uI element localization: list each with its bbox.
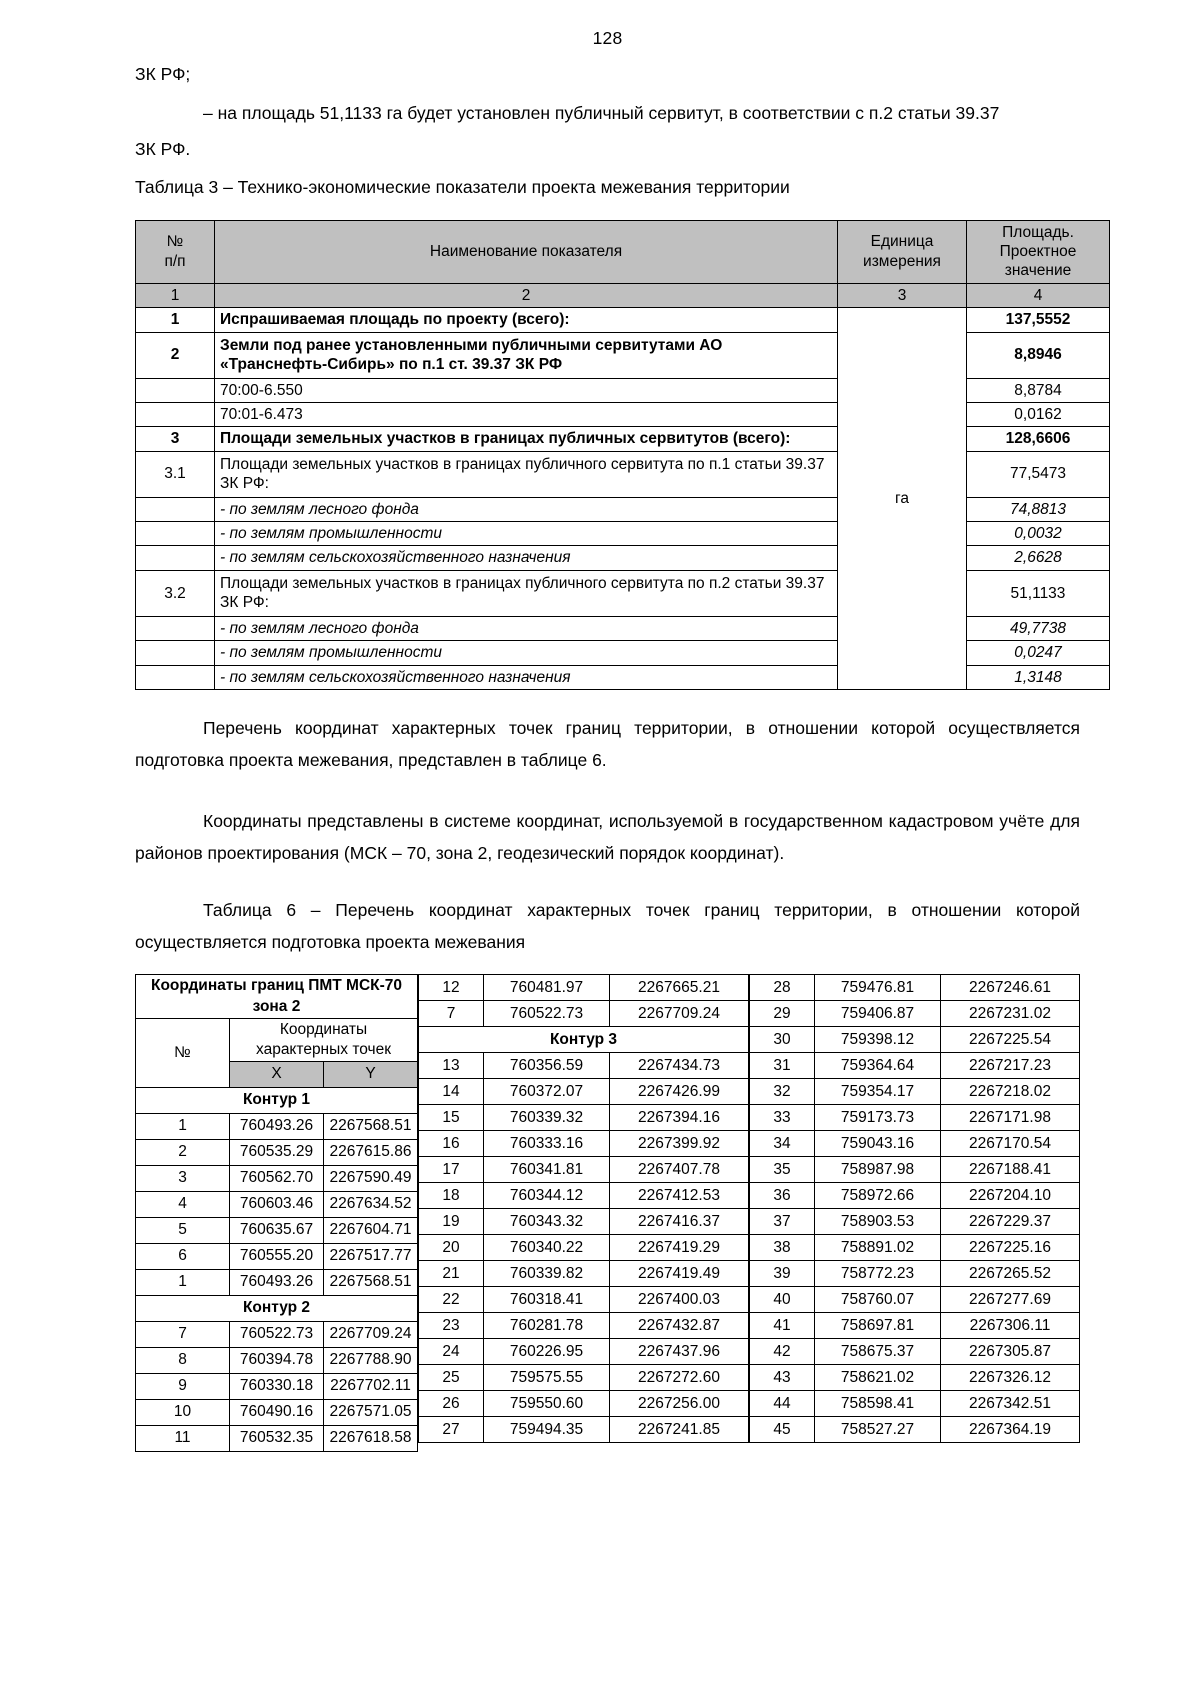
cell-point-number: 21 xyxy=(419,1261,484,1287)
cell-coord-y: 2267407.78 xyxy=(610,1157,749,1183)
table-row xyxy=(136,308,1110,332)
cell-point-number: 12 xyxy=(419,975,484,1001)
table3-caption: Таблица 3 – Технико-экономические показатели проекта межевания территории xyxy=(135,177,790,198)
cell-coord-x: 760339.32 xyxy=(484,1105,610,1131)
header-cell-unit xyxy=(838,220,967,283)
cell-coord-x: 758972.66 xyxy=(815,1183,941,1209)
cell-coord-x: 760532.35 xyxy=(230,1425,324,1451)
header-number-line2: п/п xyxy=(164,252,186,270)
cell-point-number: 44 xyxy=(750,1391,815,1417)
cell-indicator-name: - по землям лесного фонда xyxy=(215,616,838,640)
coordinate-row xyxy=(750,1027,1080,1053)
header-cell-indicator-name: Наименование показателя xyxy=(215,220,838,283)
cell-row-number xyxy=(136,522,215,546)
cell-point-number: 35 xyxy=(750,1157,815,1183)
cell-row-number xyxy=(136,378,215,402)
cell-indicator-name: - по землям лесного фонда xyxy=(215,497,838,521)
table-6-title: Координаты границ ПМТ МСК-70 зона 2 xyxy=(136,975,418,1018)
cell-point-number: 34 xyxy=(750,1131,815,1157)
cell-row-number xyxy=(136,402,215,426)
cell-coord-x: 758697.81 xyxy=(815,1313,941,1339)
header-value-line1: Площадь. xyxy=(1002,223,1074,241)
cell-point-number: 41 xyxy=(750,1313,815,1339)
header-value-line2: Проектное xyxy=(999,243,1077,260)
cell-coord-y: 2267171.98 xyxy=(941,1105,1080,1131)
cell-coord-x: 758527.27 xyxy=(815,1417,941,1443)
coordinate-row xyxy=(750,1131,1080,1157)
coordinate-row xyxy=(136,1165,418,1191)
cell-value: 77,5473 xyxy=(967,451,1110,497)
cell-point-number: 9 xyxy=(136,1373,230,1399)
intro-line-3: ЗК РФ. xyxy=(135,138,191,159)
coordinate-row xyxy=(136,1347,418,1373)
cell-coord-y: 2267400.03 xyxy=(610,1287,749,1313)
cell-indicator-name: Площади земельных участков в границах публичных сервитутов (всего): xyxy=(215,427,838,451)
cell-row-number xyxy=(136,546,215,570)
cell-coord-x: 759406.87 xyxy=(815,1001,941,1027)
cell-coord-x: 760343.32 xyxy=(484,1209,610,1235)
cell-point-number: 3 xyxy=(136,1165,230,1191)
cell-coord-y: 2267788.90 xyxy=(324,1347,418,1373)
cell-coord-x: 760340.22 xyxy=(484,1235,610,1261)
cell-point-number: 18 xyxy=(419,1183,484,1209)
cell-indicator-name: Испрашиваемая площадь по проекту (всего): xyxy=(215,308,838,332)
table-3-body xyxy=(136,308,1110,690)
cell-coord-y: 2267225.16 xyxy=(941,1235,1080,1261)
cell-unit: га xyxy=(838,308,967,690)
cell-point-number: 37 xyxy=(750,1209,815,1235)
coordinate-row xyxy=(750,1183,1080,1209)
coordinate-row xyxy=(419,1287,749,1313)
coordinate-row xyxy=(136,1139,418,1165)
coordinate-row xyxy=(419,1339,749,1365)
coordinate-row xyxy=(419,1183,749,1209)
coordinate-row xyxy=(136,1373,418,1399)
cell-coord-y: 2267709.24 xyxy=(324,1321,418,1347)
cell-coord-y: 2267256.00 xyxy=(610,1391,749,1417)
cell-row-number xyxy=(136,616,215,640)
cell-coord-x: 760330.18 xyxy=(230,1373,324,1399)
cell-coord-y: 2267709.24 xyxy=(610,1001,749,1027)
table-6-right-body xyxy=(750,975,1080,1443)
table-6-left-body xyxy=(136,1087,418,1451)
cell-row-number: 3 xyxy=(136,427,215,451)
coordinate-row xyxy=(419,1209,749,1235)
cell-coord-x: 759354.17 xyxy=(815,1079,941,1105)
cell-indicator-name: Площади земельных участков в границах публичного сервитута по п.2 статьи 39.37 ЗК РФ: xyxy=(215,570,838,616)
colnum-4: 4 xyxy=(967,283,1110,307)
table-3-header-row xyxy=(136,220,1110,283)
cell-coord-y: 2267702.11 xyxy=(324,1373,418,1399)
cell-coord-y: 2267437.96 xyxy=(610,1339,749,1365)
cell-value: 0,0247 xyxy=(967,641,1110,665)
cell-point-number: 23 xyxy=(419,1313,484,1339)
coordinate-row xyxy=(750,1365,1080,1391)
coordinate-row xyxy=(750,1235,1080,1261)
cell-point-number: 2 xyxy=(136,1139,230,1165)
cell-value: 8,8946 xyxy=(967,332,1110,378)
cell-coord-x: 760490.16 xyxy=(230,1399,324,1425)
header-cell-number xyxy=(136,220,215,283)
cell-point-number: 24 xyxy=(419,1339,484,1365)
coordinate-row xyxy=(750,1339,1080,1365)
cell-indicator-name: - по землям промышленности xyxy=(215,522,838,546)
colnum-2: 2 xyxy=(215,283,838,307)
cell-coord-x: 759364.64 xyxy=(815,1053,941,1079)
header-unit-line2: измерения xyxy=(863,252,941,270)
cell-coord-y: 2267272.60 xyxy=(610,1365,749,1391)
cell-coord-y: 2267306.11 xyxy=(941,1313,1080,1339)
coordinate-row xyxy=(419,1313,749,1339)
cell-row-number: 1 xyxy=(136,308,215,332)
cell-point-number: 22 xyxy=(419,1287,484,1313)
cell-indicator-name: Площади земельных участков в границах публичного сервитута по п.1 статьи 39.37 ЗК РФ: xyxy=(215,451,838,497)
coordinate-row xyxy=(419,1157,749,1183)
coordinate-row xyxy=(419,1391,749,1417)
cell-coord-y: 2267218.02 xyxy=(941,1079,1080,1105)
cell-indicator-name: Земли под ранее установленными публичными сервитутами АО «Транснефть-Сибирь» по п.1 ст. 39.37 ЗК РФ xyxy=(215,332,838,378)
cell-row-number: 3.2 xyxy=(136,570,215,616)
coordinate-row xyxy=(750,1261,1080,1287)
cell-coord-y: 2267204.10 xyxy=(941,1183,1080,1209)
colnum-1: 1 xyxy=(136,283,215,307)
cell-point-number: 7 xyxy=(419,1001,484,1027)
coordinate-row xyxy=(750,1313,1080,1339)
cell-coord-y: 2267342.51 xyxy=(941,1391,1080,1417)
coordinate-row xyxy=(136,1243,418,1269)
cell-point-number: 28 xyxy=(750,975,815,1001)
cell-point-number: 36 xyxy=(750,1183,815,1209)
cell-coord-y: 2267246.61 xyxy=(941,975,1080,1001)
cell-coord-x: 758621.02 xyxy=(815,1365,941,1391)
header-number-line1: № xyxy=(166,233,184,251)
cell-value: 0,0032 xyxy=(967,522,1110,546)
coordinate-row xyxy=(750,1079,1080,1105)
cell-value: 51,1133 xyxy=(967,570,1110,616)
cell-point-number: 31 xyxy=(750,1053,815,1079)
cell-coord-y: 2267170.54 xyxy=(941,1131,1080,1157)
cell-point-number: 20 xyxy=(419,1235,484,1261)
coordinate-row xyxy=(750,1417,1080,1443)
cell-coord-x: 760555.20 xyxy=(230,1243,324,1269)
intro-line-1: ЗК РФ; xyxy=(135,64,191,84)
cell-point-number: 13 xyxy=(419,1053,484,1079)
cell-point-number: 25 xyxy=(419,1365,484,1391)
cell-row-number: 2 xyxy=(136,332,215,378)
cell-point-number: 33 xyxy=(750,1105,815,1131)
cell-value: 137,5552 xyxy=(967,308,1110,332)
coordinate-row xyxy=(136,1425,418,1451)
cell-point-number: 1 xyxy=(136,1113,230,1139)
cell-point-number: 6 xyxy=(136,1243,230,1269)
cell-coord-y: 2267665.21 xyxy=(610,975,749,1001)
cell-coord-y: 2267399.92 xyxy=(610,1131,749,1157)
table-6-col-n: № xyxy=(136,1018,230,1087)
cell-coord-x: 760318.41 xyxy=(484,1287,610,1313)
cell-indicator-name: - по землям промышленности xyxy=(215,641,838,665)
cell-coord-x: 760339.82 xyxy=(484,1261,610,1287)
cell-coord-x: 760341.81 xyxy=(484,1157,610,1183)
header-cell-value xyxy=(967,220,1110,283)
coordinate-row xyxy=(136,1321,418,1347)
table-6-middle-body xyxy=(419,975,749,1443)
cell-coord-x: 759043.16 xyxy=(815,1131,941,1157)
coordinate-row xyxy=(750,1287,1080,1313)
cell-point-number: 32 xyxy=(750,1079,815,1105)
coordinate-row xyxy=(750,975,1080,1001)
cell-point-number: 7 xyxy=(136,1321,230,1347)
coordinate-row xyxy=(750,1001,1080,1027)
cell-point-number: 27 xyxy=(419,1417,484,1443)
coordinate-row xyxy=(419,1001,749,1027)
paragraph-coordinates-list: Перечень координат характерных точек границ территории, в отношении которой осуществляется подготовка проекта межевания, представлен в таблице 6. xyxy=(135,717,1080,771)
cell-coord-y: 2267618.58 xyxy=(324,1425,418,1451)
cell-point-number: 4 xyxy=(136,1191,230,1217)
cell-point-number: 42 xyxy=(750,1339,815,1365)
cell-coord-y: 2267517.77 xyxy=(324,1243,418,1269)
cell-coord-y: 2267434.73 xyxy=(610,1053,749,1079)
table-6-subheader-row xyxy=(136,1018,418,1061)
cell-value: 8,8784 xyxy=(967,378,1110,402)
page-number: 128 xyxy=(592,28,623,48)
coordinate-row xyxy=(419,1053,749,1079)
coordinate-row xyxy=(750,1209,1080,1235)
contour-header-row xyxy=(136,1295,418,1321)
contour-header-row xyxy=(136,1087,418,1113)
cell-coord-y: 2267634.52 xyxy=(324,1191,418,1217)
cell-coord-y: 2267231.02 xyxy=(941,1001,1080,1027)
cell-row-number: 3.1 xyxy=(136,451,215,497)
cell-point-number: 43 xyxy=(750,1365,815,1391)
coordinate-row xyxy=(136,1191,418,1217)
cell-coord-y: 2267416.37 xyxy=(610,1209,749,1235)
cell-coord-y: 2267590.49 xyxy=(324,1165,418,1191)
cell-coord-x: 760394.78 xyxy=(230,1347,324,1373)
cell-coord-y: 2267426.99 xyxy=(610,1079,749,1105)
cell-point-number: 16 xyxy=(419,1131,484,1157)
coordinate-row xyxy=(750,1053,1080,1079)
table-6-title-row xyxy=(136,975,418,1018)
cell-value: 0,0162 xyxy=(967,402,1110,426)
cell-coord-y: 2267229.37 xyxy=(941,1209,1080,1235)
cell-point-number: 11 xyxy=(136,1425,230,1451)
cell-coord-x: 760493.26 xyxy=(230,1269,324,1295)
cell-coord-y: 2267568.51 xyxy=(324,1269,418,1295)
contour-label: Контур 2 xyxy=(136,1295,418,1321)
coordinate-row xyxy=(136,1399,418,1425)
cell-coord-y: 2267225.54 xyxy=(941,1027,1080,1053)
cell-coord-y: 2267615.86 xyxy=(324,1139,418,1165)
cell-indicator-name: - по землям сельскохозяйственного назначения xyxy=(215,546,838,570)
table-6-group xyxy=(135,974,1080,1452)
cell-indicator-name: - по землям сельскохозяйственного назначения xyxy=(215,665,838,689)
table-3-column-number-row xyxy=(136,283,1110,307)
cell-coord-x: 759575.55 xyxy=(484,1365,610,1391)
cell-coord-x: 760603.46 xyxy=(230,1191,324,1217)
coordinate-row xyxy=(419,1365,749,1391)
contour-header-row xyxy=(419,1027,749,1053)
cell-value: 2,6628 xyxy=(967,546,1110,570)
coordinate-row xyxy=(750,1105,1080,1131)
cell-point-number: 17 xyxy=(419,1157,484,1183)
cell-coord-y: 2267326.12 xyxy=(941,1365,1080,1391)
cell-coord-y: 2267604.71 xyxy=(324,1217,418,1243)
cell-value: 74,8813 xyxy=(967,497,1110,521)
paragraph-coordinate-system: Координаты представлены в системе координат, используемой в государственном кадастровом учёте для районов проектирования (МСК – 70, зона 2, геодезический порядок координат). xyxy=(135,810,1080,863)
colnum-3: 3 xyxy=(838,283,967,307)
cell-coord-x: 760522.73 xyxy=(484,1001,610,1027)
cell-row-number xyxy=(136,665,215,689)
cell-point-number: 40 xyxy=(750,1287,815,1313)
cell-coord-y: 2267412.53 xyxy=(610,1183,749,1209)
coordinate-row xyxy=(419,1131,749,1157)
cell-indicator-name: 70:00-6.550 xyxy=(215,378,838,402)
cell-coord-x: 760535.29 xyxy=(230,1139,324,1165)
cell-coord-x: 760522.73 xyxy=(230,1321,324,1347)
coordinate-row xyxy=(419,1417,749,1443)
table-6-left xyxy=(135,974,418,1452)
cell-point-number: 26 xyxy=(419,1391,484,1417)
cell-coord-y: 2267432.87 xyxy=(610,1313,749,1339)
coordinate-row xyxy=(136,1113,418,1139)
cell-coord-x: 760372.07 xyxy=(484,1079,610,1105)
cell-coord-x: 760344.12 xyxy=(484,1183,610,1209)
table-6-subtitle: Координаты характерных точек xyxy=(230,1018,418,1061)
cell-indicator-name: 70:01-6.473 xyxy=(215,402,838,426)
cell-coord-x: 759398.12 xyxy=(815,1027,941,1053)
table-6-col-x: X xyxy=(230,1061,324,1087)
coordinate-row xyxy=(419,975,749,1001)
cell-coord-y: 2267419.49 xyxy=(610,1261,749,1287)
header-value-line3: значение xyxy=(1004,262,1072,280)
contour-label: Контур 1 xyxy=(136,1087,418,1113)
cell-coord-y: 2267265.52 xyxy=(941,1261,1080,1287)
cell-point-number: 19 xyxy=(419,1209,484,1235)
cell-coord-x: 760481.97 xyxy=(484,975,610,1001)
cell-coord-y: 2267217.23 xyxy=(941,1053,1080,1079)
cell-point-number: 14 xyxy=(419,1079,484,1105)
table6-caption: Таблица 6 – Перечень координат характерных точек границ территории, в отношении которой осуществляется подготовка проекта межевания xyxy=(135,900,1080,952)
cell-coord-x: 758903.53 xyxy=(815,1209,941,1235)
cell-coord-x: 760493.26 xyxy=(230,1113,324,1139)
cell-coord-y: 2267188.41 xyxy=(941,1157,1080,1183)
cell-coord-x: 758987.98 xyxy=(815,1157,941,1183)
coordinate-row xyxy=(136,1269,418,1295)
cell-value: 128,6606 xyxy=(967,427,1110,451)
cell-point-number: 5 xyxy=(136,1217,230,1243)
coordinate-row xyxy=(419,1261,749,1287)
table-6-right xyxy=(749,974,1080,1443)
cell-coord-x: 759494.35 xyxy=(484,1417,610,1443)
cell-value: 49,7738 xyxy=(967,616,1110,640)
cell-coord-x: 760562.70 xyxy=(230,1165,324,1191)
cell-coord-y: 2267277.69 xyxy=(941,1287,1080,1313)
cell-point-number: 39 xyxy=(750,1261,815,1287)
cell-coord-x: 759476.81 xyxy=(815,975,941,1001)
coordinate-row xyxy=(750,1391,1080,1417)
cell-coord-x: 758891.02 xyxy=(815,1235,941,1261)
cell-coord-y: 2267419.29 xyxy=(610,1235,749,1261)
coordinate-row xyxy=(136,1217,418,1243)
cell-point-number: 45 xyxy=(750,1417,815,1443)
cell-point-number: 38 xyxy=(750,1235,815,1261)
cell-coord-x: 760635.67 xyxy=(230,1217,324,1243)
cell-point-number: 15 xyxy=(419,1105,484,1131)
table-6-col-y: Y xyxy=(324,1061,418,1087)
cell-coord-x: 760226.95 xyxy=(484,1339,610,1365)
cell-coord-y: 2267571.05 xyxy=(324,1399,418,1425)
coordinate-row xyxy=(750,1157,1080,1183)
cell-value: 1,3148 xyxy=(967,665,1110,689)
cell-coord-x: 758598.41 xyxy=(815,1391,941,1417)
table-3-technical-economic-indicators xyxy=(135,220,1110,690)
cell-point-number: 10 xyxy=(136,1399,230,1425)
cell-point-number: 29 xyxy=(750,1001,815,1027)
cell-coord-x: 758772.23 xyxy=(815,1261,941,1287)
table-6-middle xyxy=(418,974,749,1443)
cell-coord-x: 760333.16 xyxy=(484,1131,610,1157)
cell-row-number xyxy=(136,641,215,665)
table-3-head xyxy=(136,220,1110,308)
intro-line-2: – на площадь 51,1133 га будет установлен публичный сервитут, в соответствии с п.2 статьи 39.37 xyxy=(203,103,1000,124)
cell-coord-y: 2267305.87 xyxy=(941,1339,1080,1365)
cell-point-number: 30 xyxy=(750,1027,815,1053)
coordinate-row xyxy=(419,1235,749,1261)
cell-row-number xyxy=(136,497,215,521)
cell-coord-x: 760281.78 xyxy=(484,1313,610,1339)
cell-coord-x: 758675.37 xyxy=(815,1339,941,1365)
header-unit-line1: Единица xyxy=(870,233,934,251)
cell-point-number: 8 xyxy=(136,1347,230,1373)
cell-coord-x: 758760.07 xyxy=(815,1287,941,1313)
coordinate-row xyxy=(419,1079,749,1105)
cell-coord-y: 2267394.16 xyxy=(610,1105,749,1131)
cell-coord-y: 2267241.85 xyxy=(610,1417,749,1443)
cell-point-number: 1 xyxy=(136,1269,230,1295)
coordinate-row xyxy=(419,1105,749,1131)
cell-coord-x: 760356.59 xyxy=(484,1053,610,1079)
cell-coord-y: 2267364.19 xyxy=(941,1417,1080,1443)
contour-label: Контур 3 xyxy=(419,1027,749,1053)
cell-coord-y: 2267568.51 xyxy=(324,1113,418,1139)
cell-coord-x: 759173.73 xyxy=(815,1105,941,1131)
cell-coord-x: 759550.60 xyxy=(484,1391,610,1417)
